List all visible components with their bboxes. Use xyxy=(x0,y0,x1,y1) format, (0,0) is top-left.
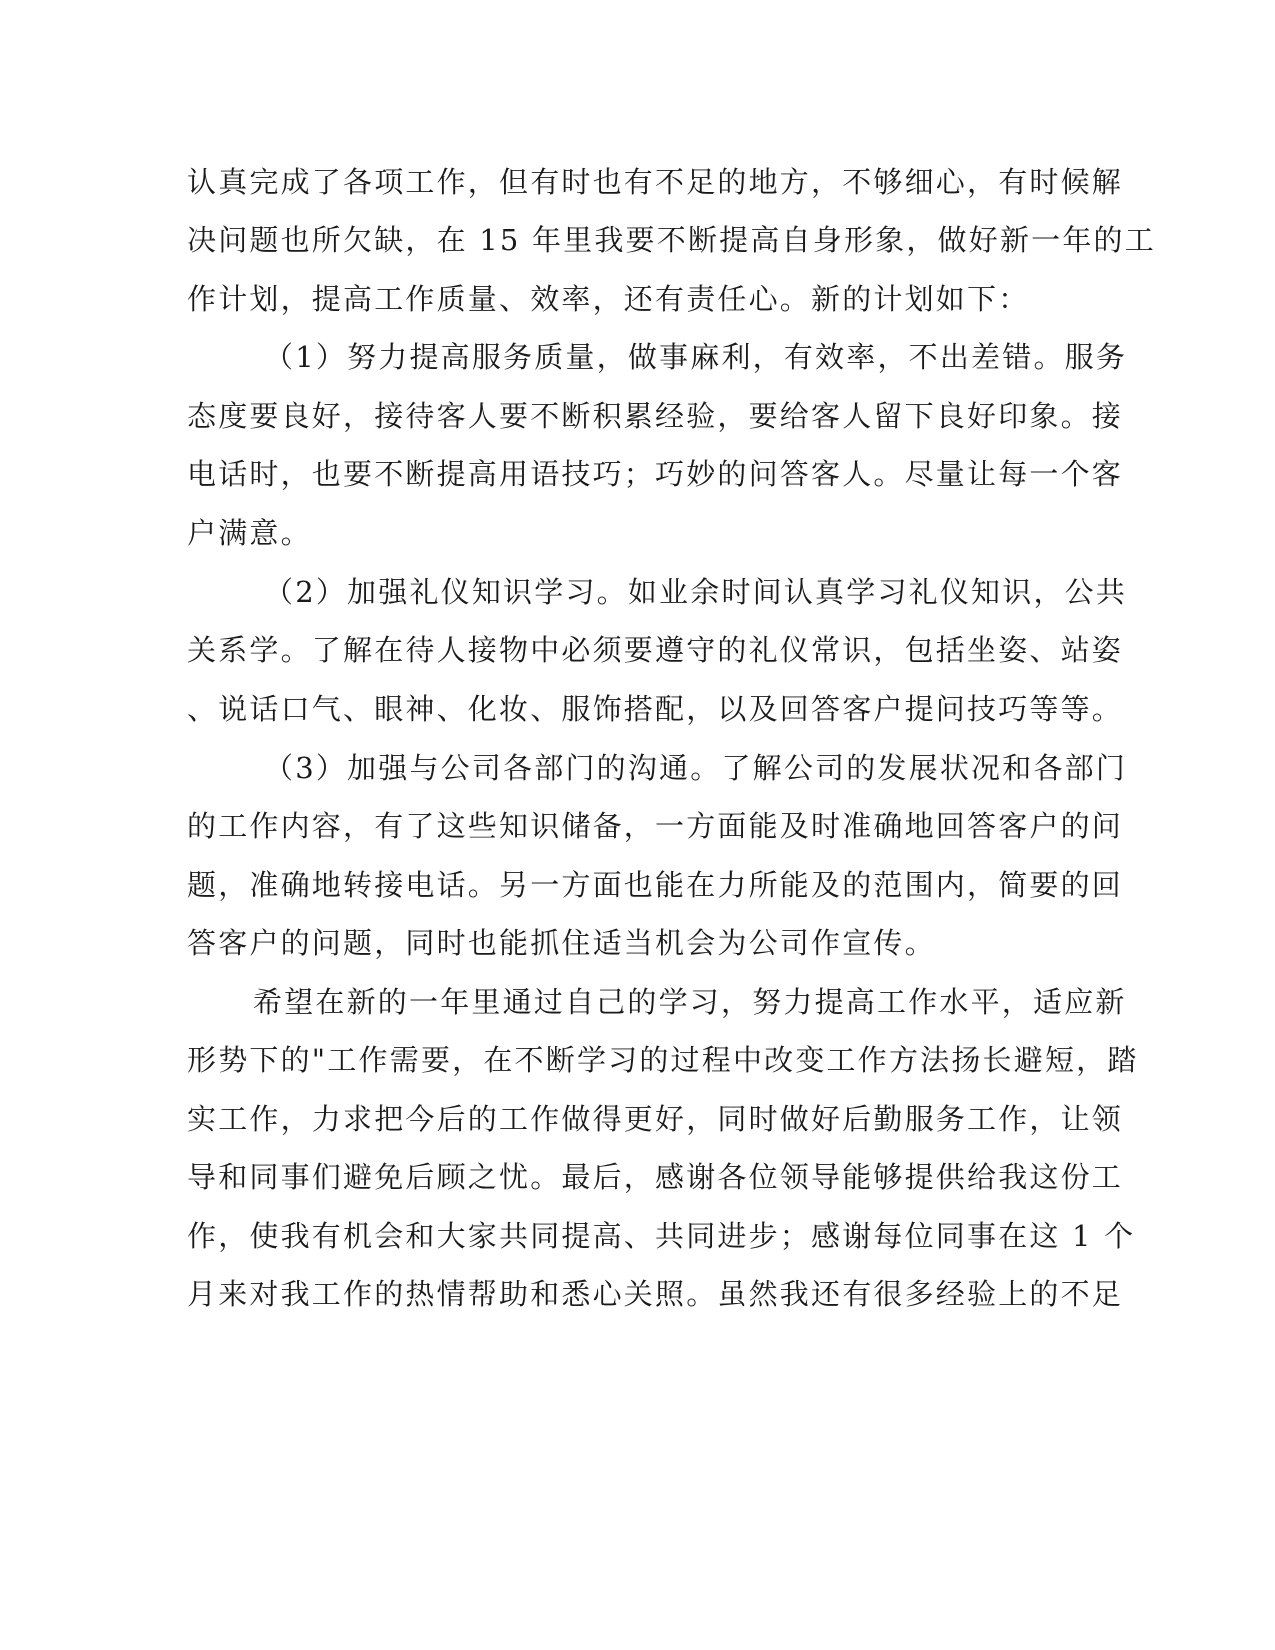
text-line: 的工作内容，有了这些知识储备，一方面能及时准确地回答客户的问 xyxy=(187,809,1124,843)
text-line: （1）努力提高服务质量，做事麻利，有效率，不出差错。服务 xyxy=(264,340,1128,374)
text-line: 导和同事们避免后顾之忧。最后，感谢各位领导能够提供给我这份工 xyxy=(187,1160,1124,1194)
text-line: 月来对我工作的热情帮助和悉心关照。虽然我还有很多经验上的不足 xyxy=(187,1277,1124,1311)
text-line: 决问题也所欠缺，在 15 年里我要不断提高自身形象，做好新一年的工 xyxy=(187,223,1156,257)
text-line: 作，使我有机会和大家共同提高、共同进步；感谢每位同事在这 1 个 xyxy=(187,1219,1136,1253)
text-line: 题，准确地转接电话。另一方面也能在力所能及的范围内，简要的回 xyxy=(187,868,1124,902)
text-line: 户满意。 xyxy=(187,516,312,550)
text-line: （3）加强与公司各部门的沟通。了解公司的发展状况和各部门 xyxy=(264,751,1128,785)
text-line: （2）加强礼仪知识学习。如业余时间认真学习礼仪知识，公共 xyxy=(264,575,1128,609)
text-line: 希望在新的一年里通过自己的学习，努力提高工作水平，适应新 xyxy=(253,985,1127,1019)
text-line: 态度要良好，接待客人要不断积累经验，要给客人留下良好印象。接 xyxy=(187,399,1124,433)
text-line: 、说话口气、眼神、化妆、服饰搭配，以及回答客户提问技巧等等。 xyxy=(187,692,1124,726)
text-line: 认真完成了各项工作，但有时也有不足的地方，不够细心，有时候解 xyxy=(187,165,1124,199)
text-line: 电话时，也要不断提高用语技巧；巧妙的问答客人。尽量让每一个客 xyxy=(187,457,1124,491)
text-line: 关系学。了解在待人接物中必须要遵守的礼仪常识，包括坐姿、站姿 xyxy=(187,633,1124,667)
text-line: 形势下的"工作需要，在不断学习的过程中改变工作方法扬长避短，踏 xyxy=(187,1043,1139,1077)
text-line: 答客户的问题，同时也能抓住适当机会为公司作宣传。 xyxy=(187,926,936,960)
text-line: 实工作，力求把今后的工作做得更好，同时做好后勤服务工作，让领 xyxy=(187,1102,1124,1136)
text-line: 作计划，提高工作质量、效率，还有责任心。新的计划如下： xyxy=(187,282,1030,316)
